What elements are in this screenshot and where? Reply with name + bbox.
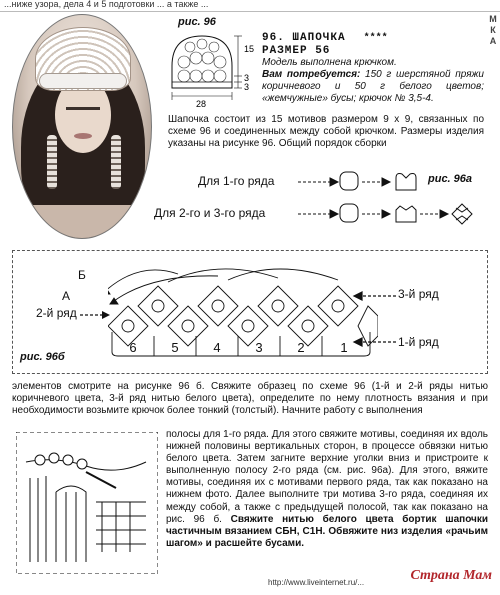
motif-number-5: 5: [171, 340, 179, 355]
row-arrows-right: [350, 288, 400, 348]
model-photo: [12, 14, 152, 239]
row2-label-b: 2-й ряд: [36, 306, 77, 320]
hat-dimension-sketch: [160, 30, 260, 108]
pattern-title-block: [262, 32, 484, 105]
paragraph-sample: элементов смотрите на рисунке 96 б. Свяжите образец по схеме 96 (1-й и 2-й ряды нитью коричневого цвета, 3-й ряд нитью белого цвета), определите по нему плотность вязания и при необходимости возьмите крючок более тонкий (толстый). Начните работу с выполнения: [12, 381, 488, 416]
figure-96b-label: рис. 96б: [20, 351, 65, 363]
row2-arrow: [80, 308, 110, 322]
pattern-size: РАЗМЕР 56: [262, 45, 331, 57]
motif-number-2: 2: [297, 340, 305, 355]
bead-attachment-sketch: [16, 432, 158, 574]
row1-label: Для 1-го ряда: [198, 174, 275, 188]
paragraph-intro: Шапочка состоит из 15 мотивов размером 9 х 9, связанных по схеме 96 и соединенных между собой крючком. Размеры изделия указаны на рисунке 96. Общий порядок сборки: [168, 114, 484, 149]
motif-number-1: 1: [340, 340, 348, 355]
figure-96a-label: рис. 96а: [428, 173, 473, 185]
figure-96-label: рис. 96: [178, 16, 216, 28]
dim-width: 28: [196, 99, 207, 108]
dim-small: 3: [244, 82, 250, 92]
motif-number-4: 4: [213, 340, 221, 355]
site-logo: Страна Мам: [410, 568, 492, 583]
top-text-fragment: ...ниже узора, дела 4 и 5 подготовки ... а также ...: [0, 0, 500, 12]
pattern-title: 96. ШАПОЧКА ****: [262, 32, 388, 44]
dim-mid: 3: [244, 73, 250, 83]
motif-assembly-scheme: [108, 264, 378, 360]
dim-height: 15: [244, 44, 255, 54]
row1-label-b: 1-й ряд: [398, 335, 439, 349]
motif-number-6: 6: [129, 340, 137, 355]
letter-a: А: [62, 289, 71, 303]
row3-label-b: 3-й ряд: [398, 287, 439, 301]
source-url: http://www.liveinternet.ru/...: [268, 578, 365, 587]
row23-label: Для 2-го и 3-го ряда: [154, 206, 266, 220]
letter-b: Б: [78, 268, 86, 282]
paragraph-assembly: полосы для 1-го ряда. Для этого свяжите мотивы, соединяя их вдоль нижней половины вертикальных сторон, в процессе обвязки нитью белого цвета. Затем загните верхние уголки вниз и пристроите к выполненную полосу 2-го ряда (см. рис. 96а). Для этого, вяжите мотивы, соединяя их с мотивами первого ряда, так как показано на нижнем фото. Далее выполните три мотива 3-го ряда, соединяя их между собой, а также с предыдущей полосой, так как показано на рис. 96 б. Свяжите нитью белого цвета бортик шапочки частичным вязанием СБН, С1Н. Обвяжите низ изделия «рачьим шагом» и расшейте бусами.: [166, 429, 489, 549]
side-margin-text: М К А: [489, 14, 497, 46]
pattern-method: Модель выполнена крючком.: [262, 57, 397, 68]
materials-text: Вам потребуется: 150 г шерстяной пряжи коричневого и 50 г белого цветов; «жемчужные» бусы; крючок № 3,5-4.: [262, 69, 484, 104]
motif-number-3: 3: [255, 340, 263, 355]
